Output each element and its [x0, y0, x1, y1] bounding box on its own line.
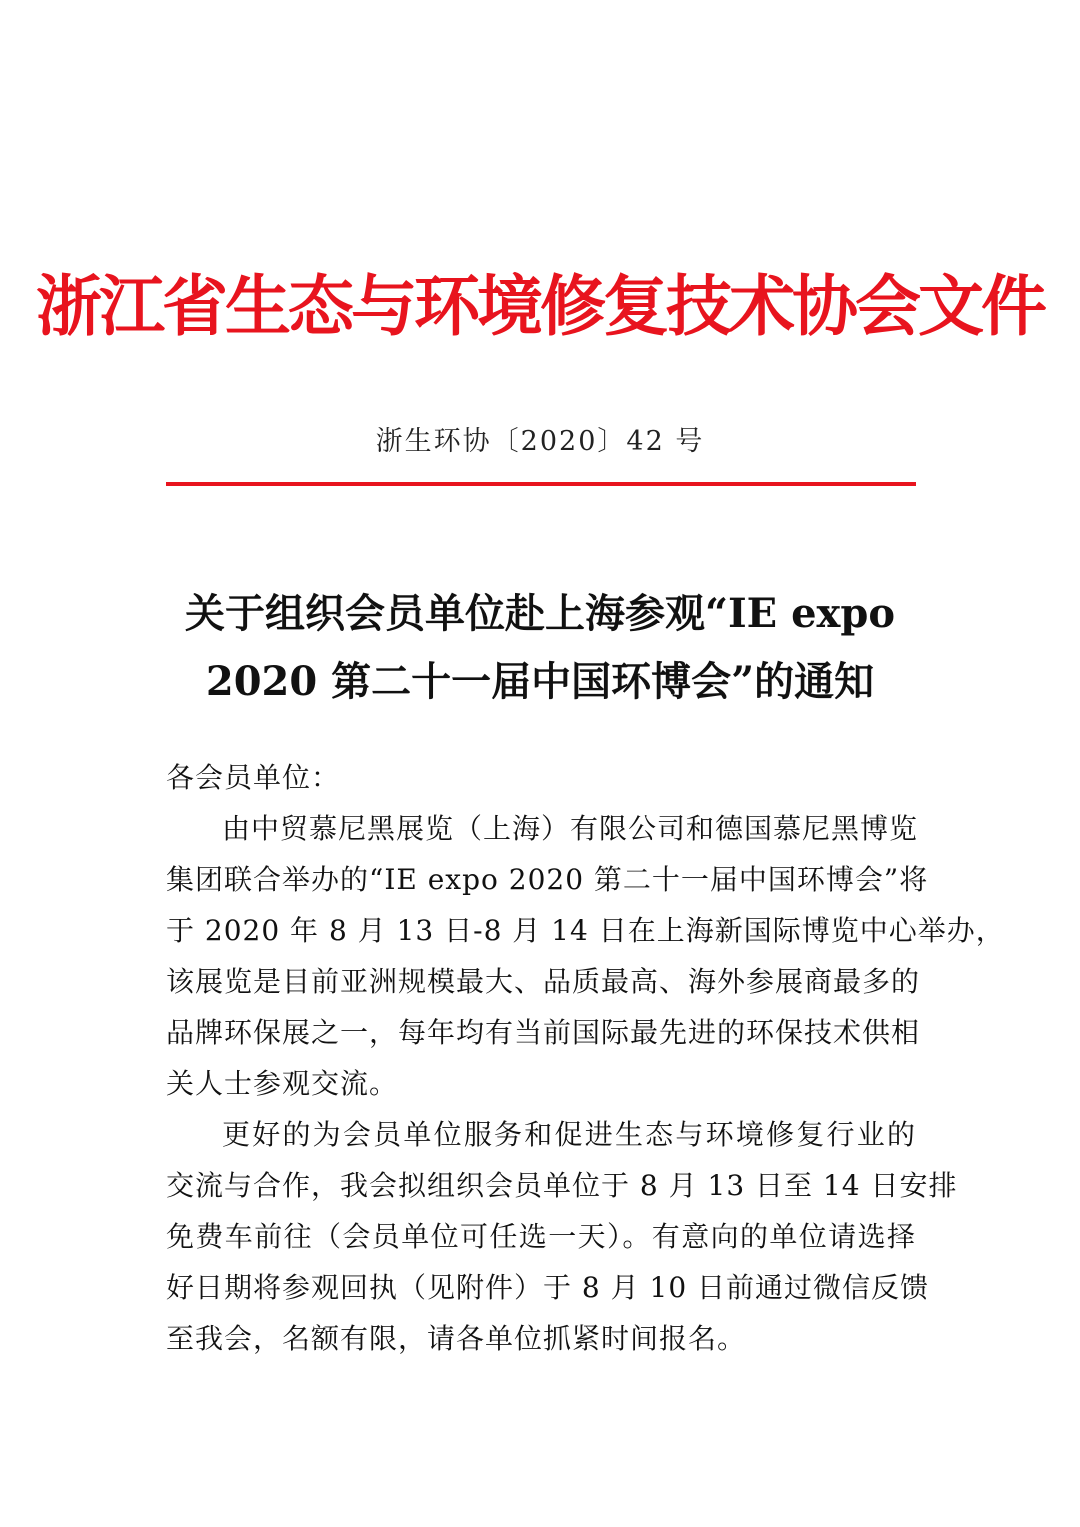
paragraph-2-line: 更好的为会员单位服务和促进生态与环境修复行业的 [222, 1118, 916, 1151]
notice-title [100, 580, 980, 716]
paragraph-1-line: 于 2020 年 8 月 13 日-8 月 14 日在上海新国际博览中心举办， [166, 914, 1005, 947]
notice-body [166, 752, 1005, 1364]
paragraph-2-line: 交流与合作，我会拟组织会员单位于 8 月 13 日至 14 日安排 [166, 1169, 958, 1202]
paragraph-2-line: 好日期将参观回执（见附件）于 8 月 10 日前通过微信反馈 [166, 1271, 930, 1304]
notice-title-line: 2020 第二十一届中国环博会”的通知 [205, 658, 875, 705]
paragraph-1-line: 集团联合举办的“IE expo 2020 第二十一届中国环博会”将 [166, 863, 929, 896]
notice-title-line: 关于组织会员单位赴上海参观“IE expo [184, 590, 896, 637]
document-header-title: 浙江省生态与环境修复技术协会文件 [36, 268, 1044, 345]
paragraph-1-line: 该展览是目前亚洲规模最大、品质最高、海外参展商最多的 [166, 965, 921, 998]
paragraph-1-line: 关人士参观交流。 [166, 1067, 399, 1100]
document-number: 浙生环协〔2020〕42 号 [375, 426, 705, 457]
paragraph-1-line: 品牌环保展之一，每年均有当前国际最先进的环保技术供相 [166, 1016, 921, 1049]
header-divider [166, 482, 916, 486]
paragraph-2-line: 至我会，名额有限，请各单位抓紧时间报名。 [166, 1322, 747, 1355]
salutation: 各会员单位： [166, 761, 341, 794]
paragraph-1-line: 由中贸慕尼黑展览（上海）有限公司和德国慕尼黑博览 [222, 812, 919, 845]
paragraph-2-line: 免费车前往（会员单位可任选一天）。有意向的单位请选择 [166, 1220, 916, 1253]
